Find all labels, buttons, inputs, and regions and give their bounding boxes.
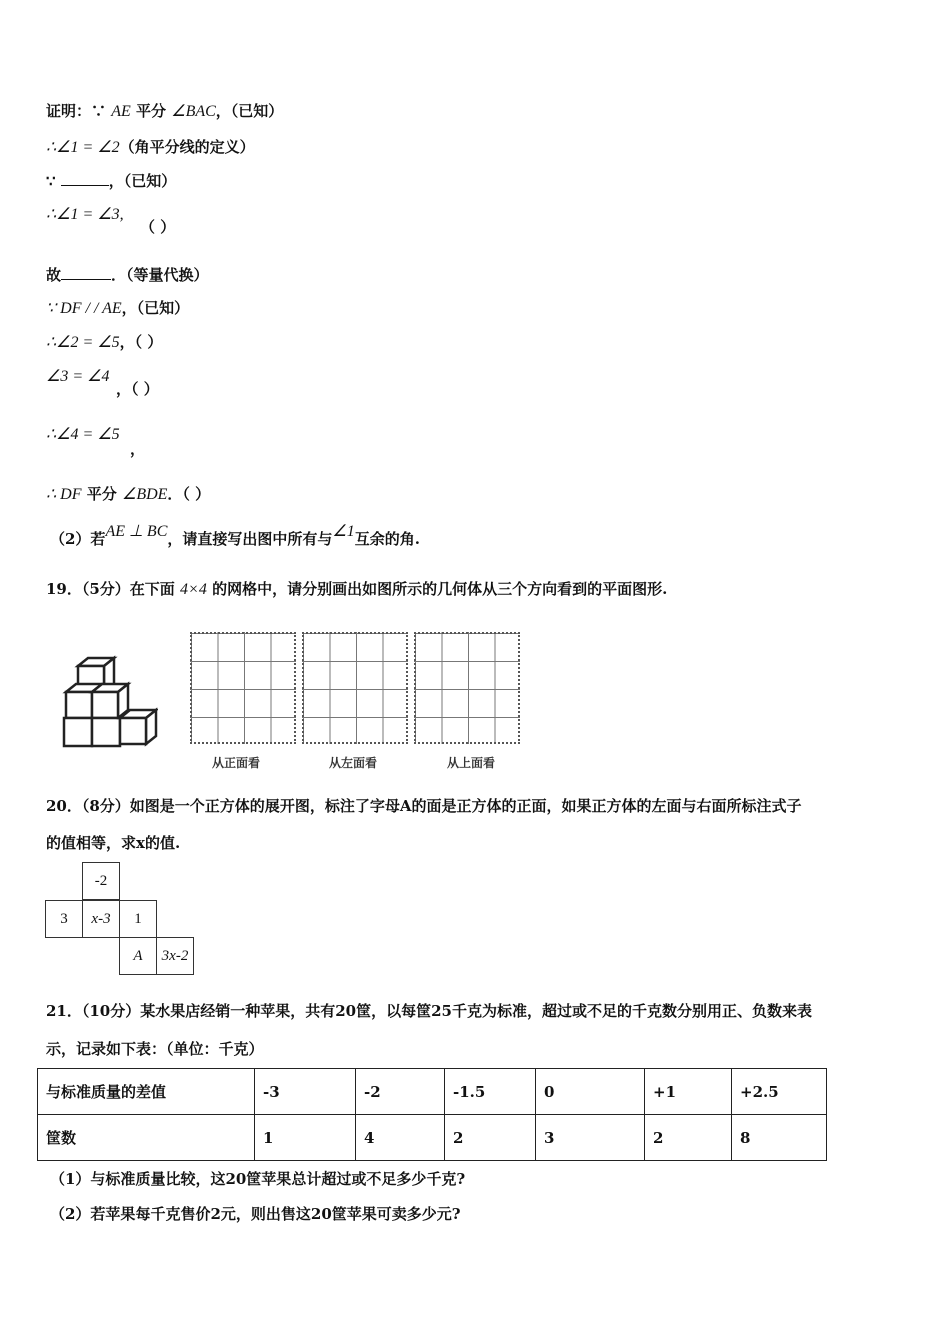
grid-left-view[interactable]	[302, 632, 408, 744]
text: 互余的角.	[354, 530, 420, 548]
text: （2）若	[50, 530, 106, 548]
table-cell: +2.5	[732, 1069, 827, 1115]
text: ，（已知）	[108, 172, 177, 190]
proof-line-4	[46, 204, 124, 224]
net-cell-left: 3	[45, 900, 83, 938]
proof-line-8	[46, 366, 109, 386]
grid-top-view[interactable]	[414, 632, 520, 744]
math: ∠BDE	[121, 486, 168, 503]
label-top-view: 从上面看	[447, 756, 496, 770]
text: ，请直接写出图中所有与	[167, 530, 333, 548]
math: AE	[111, 103, 131, 120]
text: ．（ ）	[167, 485, 211, 503]
math: ∠1	[332, 523, 355, 540]
table-row	[38, 1069, 827, 1115]
text: （角平分线的定义）	[119, 138, 255, 156]
table-cell: 8	[732, 1115, 827, 1161]
q19-text	[46, 578, 667, 599]
math: ∠BAC	[171, 103, 216, 120]
q21-line-1: 21．（10分）某水果店经销一种苹果，共有20筐，以每筐25千克为标准，超过或不足的千克数分别用正、负数来表	[46, 1002, 813, 1020]
table-row	[38, 1115, 827, 1161]
table-cell: -3	[255, 1069, 356, 1115]
proof-line-9-comma	[130, 438, 145, 459]
answer-blank[interactable]	[61, 265, 111, 280]
text: 平分	[130, 102, 172, 120]
grid-front-view[interactable]	[190, 632, 296, 744]
q21-line-2: 示，记录如下表：（单位：千克）	[46, 1040, 264, 1058]
text: （ ）	[140, 218, 176, 236]
table-cell: 1	[255, 1115, 356, 1161]
text: 证明：∵	[46, 102, 112, 120]
math: ∴∠4 = ∠5	[46, 426, 120, 443]
math: ∴∠1 = ∠2	[46, 139, 120, 156]
math: AE ⊥ BC	[105, 523, 168, 540]
q20-line-1: 20．（8分）如图是一个正方体的展开图，标注了字母A的面是正方体的正面，如果正方体的左面与右面所标注式子	[46, 797, 802, 815]
label-left-view: 从左面看	[329, 756, 378, 770]
math: ∴∠2 = ∠5	[46, 334, 120, 351]
text: ，（已知）	[215, 102, 284, 120]
math: 4×4	[180, 581, 207, 598]
net-cell-center: x-3	[82, 900, 120, 938]
math: ∴ DF	[46, 486, 82, 503]
proof-line-2	[46, 136, 255, 157]
q21-sub-2: （2）若苹果每千克售价2元，则出售这20筐苹果可卖多少元?	[50, 1205, 461, 1223]
proof-line-11	[50, 523, 420, 549]
text: 19．（5分）在下面	[46, 580, 181, 598]
table-cell: -2	[356, 1069, 445, 1115]
proof-line-3	[46, 170, 176, 191]
table-cell: 筐数	[38, 1115, 255, 1161]
q21-sub-1: （1）与标准质量比较，这20筐苹果总计超过或不足多少千克?	[50, 1170, 466, 1188]
table-cell: 与标准质量的差值	[38, 1069, 255, 1115]
text: 故	[46, 266, 62, 284]
cube-stack-figure	[58, 654, 158, 754]
proof-line-10	[46, 483, 210, 504]
label-front-view: 从正面看	[212, 756, 261, 770]
table-cell: +1	[645, 1069, 732, 1115]
text: ．（等量代换）	[111, 266, 209, 284]
math: ∵ DF / / AE	[46, 300, 122, 317]
text: ∵	[46, 172, 61, 190]
text: ，（已知）	[121, 299, 190, 317]
proof-line-8-reason	[116, 378, 159, 399]
net-cell-far: 3x-2	[156, 937, 194, 975]
net-cell-a: A	[119, 937, 157, 975]
math: ∠3 = ∠4	[46, 368, 110, 385]
record-table	[37, 1068, 827, 1161]
table-cell: 3	[536, 1115, 645, 1161]
math: ∴∠1 = ∠3,	[46, 206, 124, 223]
text: 平分	[81, 485, 122, 503]
proof-line-5	[46, 264, 209, 285]
proof-line-9	[46, 424, 120, 444]
text: ，	[130, 440, 146, 458]
answer-blank[interactable]	[61, 171, 109, 186]
text: ，（ ）	[116, 380, 159, 398]
net-cell-right: 1	[119, 900, 157, 938]
proof-line-6	[46, 297, 189, 318]
text: 的网格中，请分别画出如图所示的几何体从三个方向看到的平面图形.	[206, 580, 668, 598]
table-cell: -1.5	[445, 1069, 536, 1115]
table-cell: 2	[445, 1115, 536, 1161]
proof-line-4-reason	[140, 216, 175, 237]
table-cell: 0	[536, 1069, 645, 1115]
proof-line-1	[46, 100, 283, 121]
net-cell-top: -2	[82, 862, 120, 900]
table-cell: 2	[645, 1115, 732, 1161]
text: ，（ ）	[119, 333, 163, 351]
proof-line-7	[46, 331, 162, 352]
table-cell: 4	[356, 1115, 445, 1161]
q20-line-2: 的值相等，求x的值.	[46, 834, 181, 852]
